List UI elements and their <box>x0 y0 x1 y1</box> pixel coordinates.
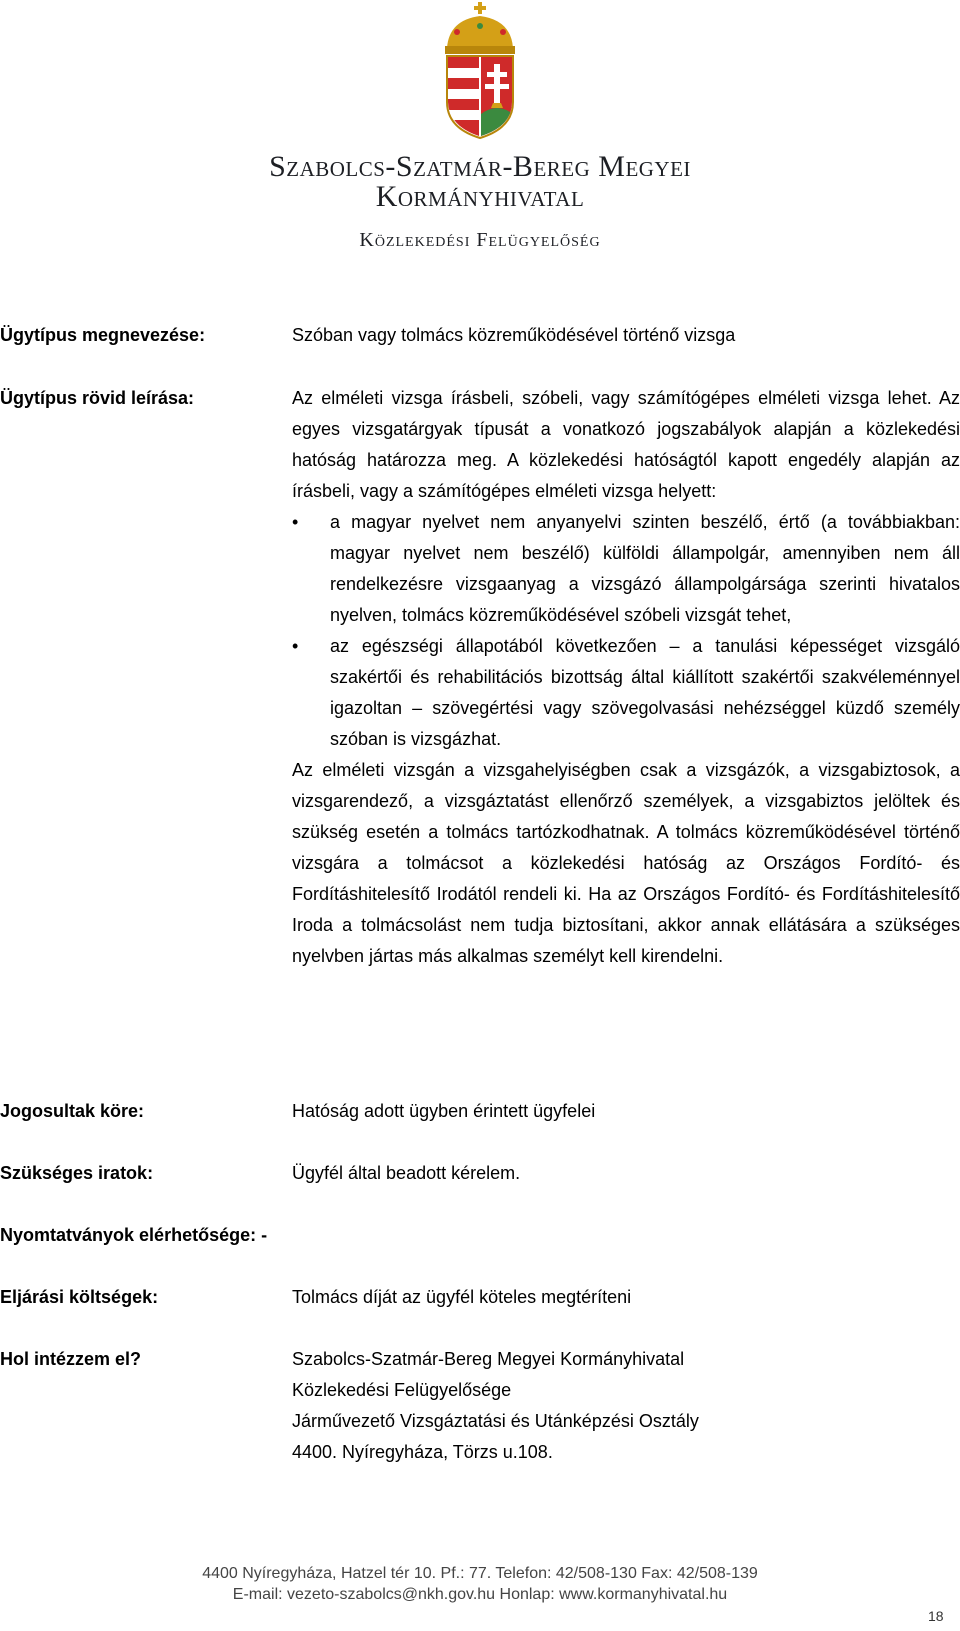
org-name-line2: Kormányhivatal <box>375 180 585 213</box>
iratok-value: Ügyfél által beadott kérelem. <box>292 1163 521 1183</box>
address-line: Közlekedési Felügyelősége <box>292 1380 512 1400</box>
nyomtatvanyok-label: Nyomtatványok elérhetősége: - <box>0 1225 268 1245</box>
leiras-label: Ügytípus rövid leírása: <box>0 388 195 408</box>
koltsegek-label: Eljárási költségek: <box>0 1287 159 1307</box>
list-item: • a magyar nyelvet nem anyanyelvi szinten beszélő, értő (a továbbiakban: magyar nyelvet nem beszélő) külföldi állampolgár, amennyiben nem áll rendelkezésre vizsgaanyag a vizsgázó állampolgársága szerinti hivatalos nyelven, tolmács közreműködésével szóbeli vizsgát tehet, <box>292 507 960 631</box>
iratok-label: Szükséges iratok: <box>0 1163 154 1183</box>
footer-web-line: E-mail: vezeto-szabolcs@nkh.gov.hu Honlap: www.kormanyhivatal.hu <box>232 1586 728 1603</box>
leiras-outro: Az elméleti vizsgán a vizsgahelyiségben csak a vizsgázók, a vizsgabiztosok, a vizsgarendező, a vizsgáztatást ellenőrző személyek, a vizsgabiztos jelöltek és szükség esetén a tolmács tartózkodhatnak. A tolmács közreműködésével történő vizsgára a tolmácsot a közlekedési hatóság az Országos Fordító- és Fordításhitelesítő Irodától rendeli ki. Ha az Országos Fordító- és Fordításhitelesítő Iroda a tolmácsolást nem tudja biztosítani, akkor annak ellátására a szükséges nyelvben jártas más alkalmas személyt kell kirendelni. <box>292 760 960 966</box>
jogosultak-label: Jogosultak köre: <box>0 1101 145 1121</box>
leiras-intro: Az elméleti vizsga írásbeli, szóbeli, vagy számítógépes elméleti vizsga lehet. Az egyes vizsgatárgyak típusát a vonatkozó jogszabályok alapján a közlekedési hatóság határozza meg. A közlekedési hatóságtól kapott engedély alapján az írásbeli, vagy a számítógépes elméleti vizsga helyett: <box>292 388 960 501</box>
hungarian-coat-of-arms-icon <box>441 2 519 140</box>
ugytipus-label: Ügytípus megnevezése: <box>0 325 206 345</box>
footer-contact-line: 4400 Nyíregyháza, Hatzel tér 10. Pf.: 77. Telefon: 42/508-130 Fax: 42/508-139 <box>202 1565 758 1582</box>
org-name-line1: Szabolcs-Szatmár-Bereg Megyei <box>269 150 691 183</box>
ugytipus-value: Szóban vagy tolmács közreműködésével történő vizsga <box>292 325 736 345</box>
address-line: Szabolcs-Szatmár-Bereg Megyei Kormányhivatal <box>292 1349 685 1369</box>
leiras-body <box>292 383 960 972</box>
address-line: Járművezető Vizsgáztatási és Utánképzési Osztály <box>292 1411 699 1431</box>
jogosultak-value: Hatóság adott ügyben érintett ügyfelei <box>292 1101 596 1121</box>
hol-label: Hol intézzem el? <box>0 1349 142 1369</box>
address-line: 4400. Nyíregyháza, Törzs u.108. <box>292 1442 553 1462</box>
org-department: Közlekedési Felügyelőség <box>359 229 601 251</box>
leiras-bullet-list <box>292 507 960 755</box>
koltsegek-value: Tolmács díját az ügyfél köteles megtéríteni <box>292 1287 632 1307</box>
list-item: • az egészségi állapotából következően – a tanulási képességet vizsgáló szakértői és rehabilitációs bizottság által kiállított szakértői szakvéleménnyel igazoltan – szövegértési vagy szövegolvasási nehézséggel küzdő személy szóban is vizsgázhat. <box>292 631 960 755</box>
hol-address <box>292 1344 960 1468</box>
page-number: 18 <box>928 1608 944 1624</box>
